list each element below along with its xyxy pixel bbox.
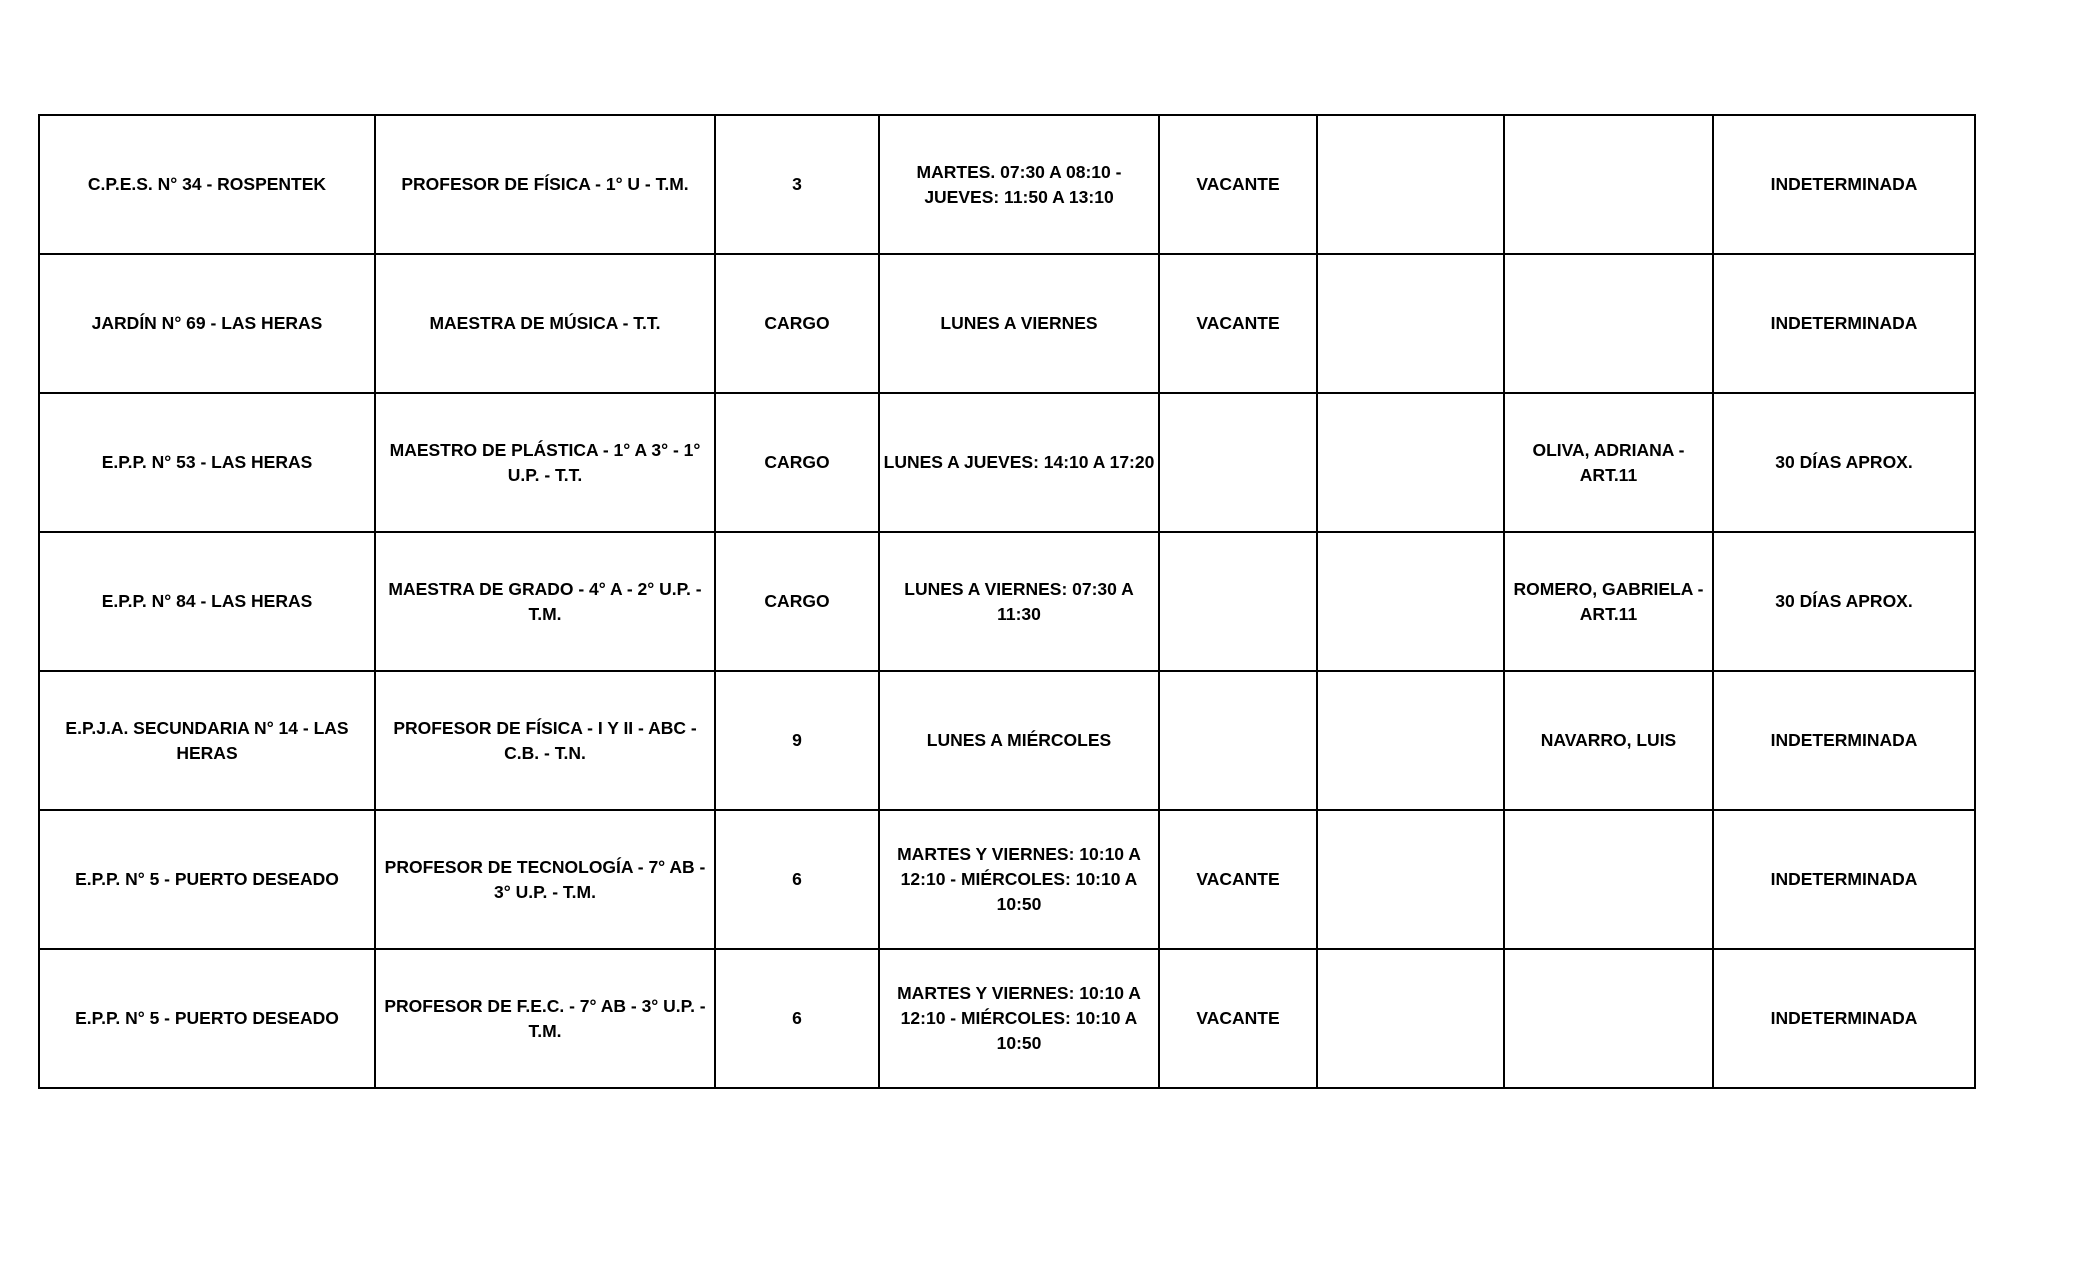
status-cell: VACANTE	[1159, 810, 1317, 949]
teacher-cell	[1504, 115, 1713, 254]
table-row	[39, 949, 1975, 1088]
teacher-cell: NAVARRO, LUIS	[1504, 671, 1713, 810]
status-cell	[1159, 671, 1317, 810]
school-cell: E.P.J.A. SECUNDARIA N° 14 - LAS HERAS	[39, 671, 375, 810]
position-cell: PROFESOR DE TECNOLOGÍA - 7° AB - 3° U.P. - T.M.	[375, 810, 715, 949]
hours-cell: 3	[715, 115, 879, 254]
position-cell: MAESTRO DE PLÁSTICA - 1° A 3° - 1° U.P. - T.T.	[375, 393, 715, 532]
hours-cell: CARGO	[715, 254, 879, 393]
hours-cell: CARGO	[715, 532, 879, 671]
schedule-cell: LUNES A MIÉRCOLES	[879, 671, 1159, 810]
school-cell: E.P.P. N° 84 - LAS HERAS	[39, 532, 375, 671]
schedule-cell: LUNES A JUEVES: 14:10 A 17:20	[879, 393, 1159, 532]
empty-cell	[1317, 393, 1504, 532]
duration-cell: INDETERMINADA	[1713, 115, 1975, 254]
teacher-cell: ROMERO, GABRIELA - ART.11	[1504, 532, 1713, 671]
table-row	[39, 810, 1975, 949]
teacher-cell: OLIVA, ADRIANA - ART.11	[1504, 393, 1713, 532]
duration-cell: 30 DÍAS APROX.	[1713, 393, 1975, 532]
duration-cell: INDETERMINADA	[1713, 949, 1975, 1088]
schedule-cell: MARTES. 07:30 A 08:10 - JUEVES: 11:50 A 13:10	[879, 115, 1159, 254]
school-cell: E.P.P. N° 53 - LAS HERAS	[39, 393, 375, 532]
duration-cell: INDETERMINADA	[1713, 671, 1975, 810]
school-cell: E.P.P. N° 5 - PUERTO DESEADO	[39, 949, 375, 1088]
status-cell: VACANTE	[1159, 949, 1317, 1088]
school-cell: C.P.E.S. N° 34 - ROSPENTEK	[39, 115, 375, 254]
empty-cell	[1317, 810, 1504, 949]
hours-cell: 6	[715, 810, 879, 949]
table-row	[39, 532, 1975, 671]
empty-cell	[1317, 254, 1504, 393]
empty-cell	[1317, 115, 1504, 254]
position-cell: PROFESOR DE FÍSICA - I Y II - ABC - C.B. - T.N.	[375, 671, 715, 810]
empty-cell	[1317, 532, 1504, 671]
school-cell: E.P.P. N° 5 - PUERTO DESEADO	[39, 810, 375, 949]
position-cell: MAESTRA DE GRADO - 4° A - 2° U.P. - T.M.	[375, 532, 715, 671]
duration-cell: 30 DÍAS APROX.	[1713, 532, 1975, 671]
status-cell	[1159, 393, 1317, 532]
status-cell	[1159, 532, 1317, 671]
position-cell: MAESTRA DE MÚSICA - T.T.	[375, 254, 715, 393]
hours-cell: CARGO	[715, 393, 879, 532]
duration-cell: INDETERMINADA	[1713, 254, 1975, 393]
schedule-cell: LUNES A VIERNES: 07:30 A 11:30	[879, 532, 1159, 671]
schedule-cell: LUNES A VIERNES	[879, 254, 1159, 393]
hours-cell: 9	[715, 671, 879, 810]
duration-cell: INDETERMINADA	[1713, 810, 1975, 949]
empty-cell	[1317, 671, 1504, 810]
position-cell: PROFESOR DE FÍSICA - 1° U - T.M.	[375, 115, 715, 254]
status-cell: VACANTE	[1159, 254, 1317, 393]
table-row	[39, 115, 1975, 254]
schedule-cell: MARTES Y VIERNES: 10:10 A 12:10 - MIÉRCOLES: 10:10 A 10:50	[879, 949, 1159, 1088]
teacher-cell	[1504, 254, 1713, 393]
status-cell: VACANTE	[1159, 115, 1317, 254]
teacher-cell	[1504, 949, 1713, 1088]
positions-table	[38, 114, 1976, 1089]
table-row	[39, 671, 1975, 810]
table-row	[39, 393, 1975, 532]
hours-cell: 6	[715, 949, 879, 1088]
empty-cell	[1317, 949, 1504, 1088]
table-row	[39, 254, 1975, 393]
school-cell: JARDÍN N° 69 - LAS HERAS	[39, 254, 375, 393]
position-cell: PROFESOR DE F.E.C. - 7° AB - 3° U.P. - T.M.	[375, 949, 715, 1088]
schedule-cell: MARTES Y VIERNES: 10:10 A 12:10 - MIÉRCOLES: 10:10 A 10:50	[879, 810, 1159, 949]
teacher-cell	[1504, 810, 1713, 949]
